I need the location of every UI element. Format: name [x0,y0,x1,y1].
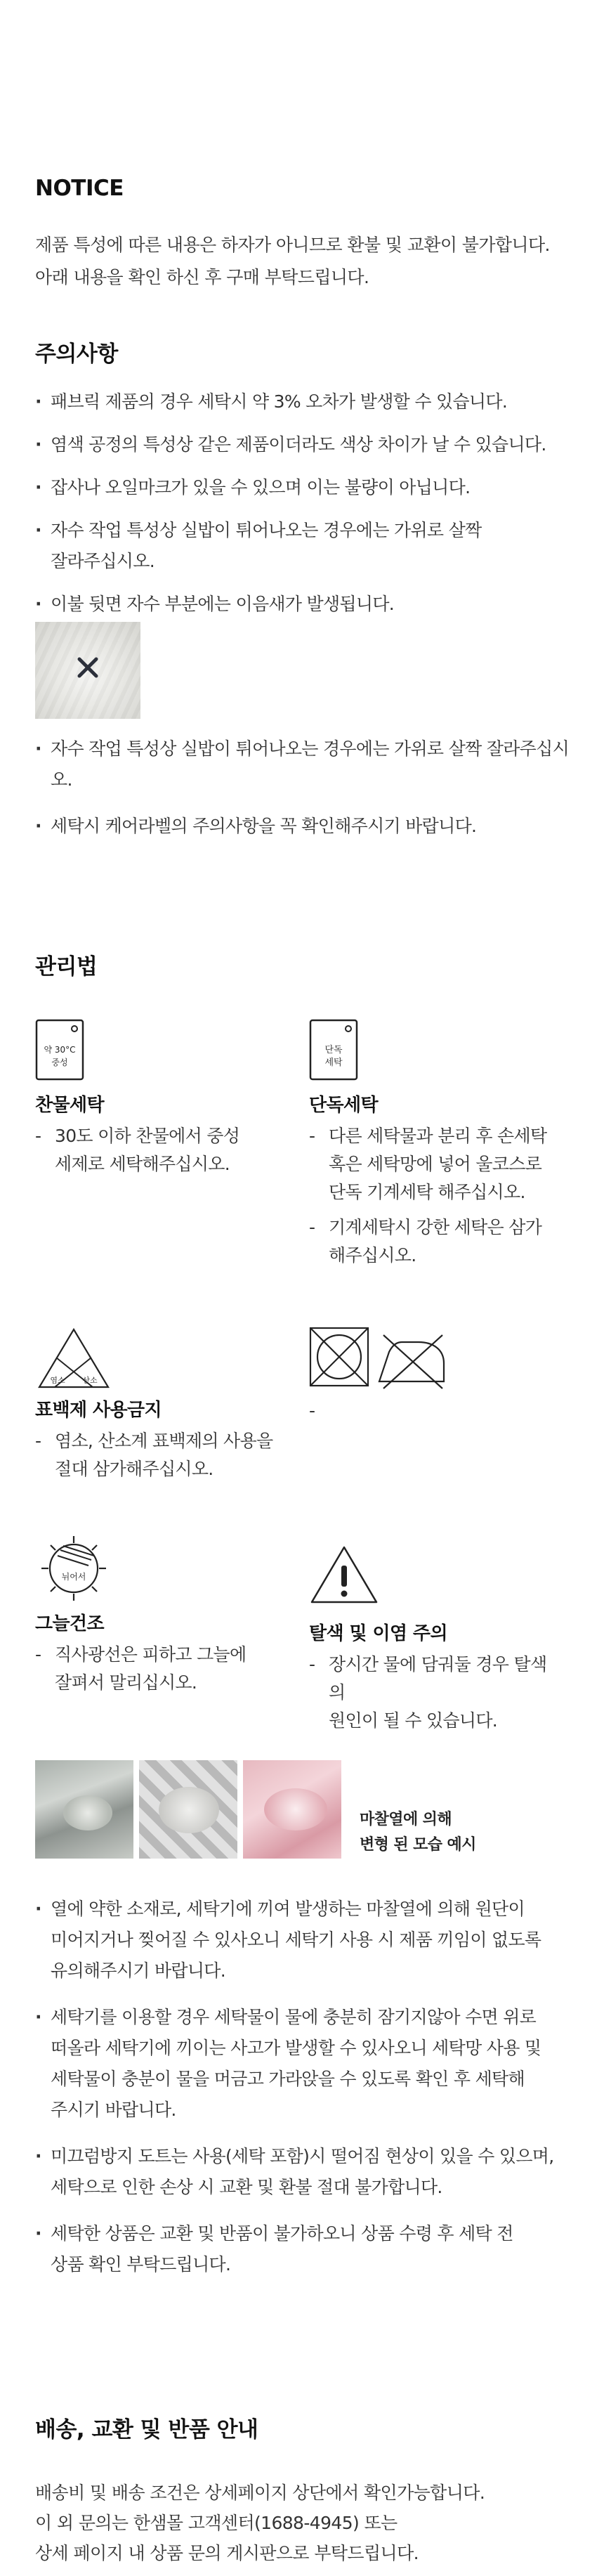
shipping-line-2: 이 외 문의는 한샘몰 고객센터(1688-4945) 또는 [35,2513,398,2533]
care-name: 탈색 및 이염 주의 [309,1623,447,1644]
care-name: 찬물세탁 [35,1095,105,1116]
wash-temp-label: 약 30°C [44,1045,76,1055]
shade-dry-icon [35,1533,112,1604]
care-item: · 열에 약한 소재로, 세탁기에 끼여 발생하는 마찰열에 의해 원단이 미어지거나 찢어질 수 있사오니 세탁기 사용 시 제품 끼임이 없도록 유의해주시기 바랍니다. [35,1894,583,1986]
care-desc: - 다른 세탁물과 분리 후 손세탁 혹은 세탁망에 넣어 울코스로 단독 기계세탁 해주십시오. [309,1122,562,1206]
care-item: · 미끄럼방지 도트는 사용(세탁 포함)시 떨어짐 현상이 있을 수 있으며, 세탁으로 인한 손상 시 교환 및 환불 절대 불가합니다. [35,2141,583,2203]
oxygen-label: 산소 [82,1376,98,1385]
wash-neutral-label: 중성 [51,1058,68,1067]
separate-wash-icon [309,1019,358,1081]
caution-item: · 이불 뒷면 자수 부분에는 이음새가 발생됩니다. [35,589,583,620]
care-desc: - 기계세탁시 강한 세탁은 삼가 해주십시오. [309,1214,562,1270]
shipping-line-1: 배송비 및 배송 조건은 상세페이지 상단에서 확인가능합니다. [35,2483,485,2503]
care-no-bleach [35,1327,288,1490]
notice-title: NOTICE [35,176,124,201]
embroidery-back-photo [35,622,140,719]
care-shade-dry [35,1533,288,1704]
no-bleach-icon [35,1327,112,1390]
caution-item: · 세탁시 케어라벨의 주의사항을 꼭 확인해주시기 바랍니다. [35,811,583,842]
notice-line-1: 제품 특성에 따른 내용은 하자가 아니므로 환불 및 교환이 불가합니다. [35,235,550,255]
care-desc: - 장시간 물에 담궈둘 경우 탈색의 원인이 될 수 있습니다. [309,1651,562,1735]
care-desc: - 직사광선은 피하고 그늘에 잘펴서 말리십시오. [35,1641,288,1697]
care-item: · 세탁한 상품은 교환 및 반품이 불가하오니 상품 수령 후 세탁 전 상품 확인 부탁드립니다. [35,2218,583,2280]
care-desc: - 30도 이하 찬물에서 중성 세제로 세탁해주십시오. [35,1122,288,1178]
caution-list-bottom [35,734,583,842]
care-cold-wash [35,1019,288,1185]
care-desc: - 염소, 산소계 표백제의 사용을 절대 삼가해주십시오. [35,1427,288,1483]
care-name: 단독세탁 [309,1095,379,1116]
shipping-title: 배송, 교환 및 반품 안내 [35,2417,258,2442]
caution-item: · 자수 작업 특성상 실밥이 튀어나오는 경우에는 가위로 살짝 잘라주십시오. [35,515,583,577]
no-iron-icon [379,1335,444,1388]
cold-wash-icon [35,1019,84,1081]
separate-label-1: 단독 [324,1045,343,1055]
warning-icon [309,1544,379,1605]
caution-title: 주의사항 [35,341,118,367]
cross-stitch-icon [76,656,100,679]
no-dryer-iron-icon [309,1327,449,1390]
damage-photo-3 [243,1760,341,1859]
care-no-dryer-iron [309,1327,562,1397]
damage-photo-1 [35,1760,133,1859]
care-list [35,1894,583,2280]
care-name: 그늘건조 [35,1613,105,1634]
care-item: · 세탁기를 이용할 경우 세탁물이 물에 충분히 잠기지않아 수면 위로 떠올라 세탁기에 끼이는 사고가 발생할 수 있사오니 세탁망 사용 및 세탁물이 충분이 물을 머금고 가라앉을 수 있도록 확인 후 세탁해 주시기 바랍니다. [35,2002,583,2126]
care-separate-wash [309,1019,562,1277]
caution-list-top [35,386,583,620]
care-name: 표백제 사용금지 [35,1400,162,1421]
caution-item: · 패브릭 제품의 경우 세탁시 약 3% 오차가 발생할 수 있습니다. [35,386,583,417]
damage-photo-caption: 마찰열에 의해 변형 된 모습 예시 [360,1811,476,1854]
damage-photo-2 [139,1760,237,1859]
shade-label: 뉘어서 [61,1572,86,1582]
shipping-line-3: 상세 페이지 내 상품 문의 게시판으로 부탁드립니다. [35,2543,419,2563]
caution-item: · 자수 작업 특성상 실밥이 튀어나오는 경우에는 가위로 살짝 잘라주십시오. [35,734,583,795]
separate-label-2: 세탁 [324,1058,343,1068]
care-color-bleed [309,1544,562,1742]
no-tumble-dry-icon [310,1328,368,1386]
caution-item: · 잡사나 오일마크가 있을 수 있으며 이는 불량이 아닙니다. [35,472,583,503]
chlorine-label: 염소 [50,1376,65,1385]
care-title: 관리법 [35,954,98,980]
notice-line-2: 아래 내용을 확인 하신 후 구매 부탁드립니다. [35,267,369,287]
caution-item: · 염색 공정의 특성상 같은 제품이더라도 색상 차이가 날 수 있습니다. [35,429,583,460]
